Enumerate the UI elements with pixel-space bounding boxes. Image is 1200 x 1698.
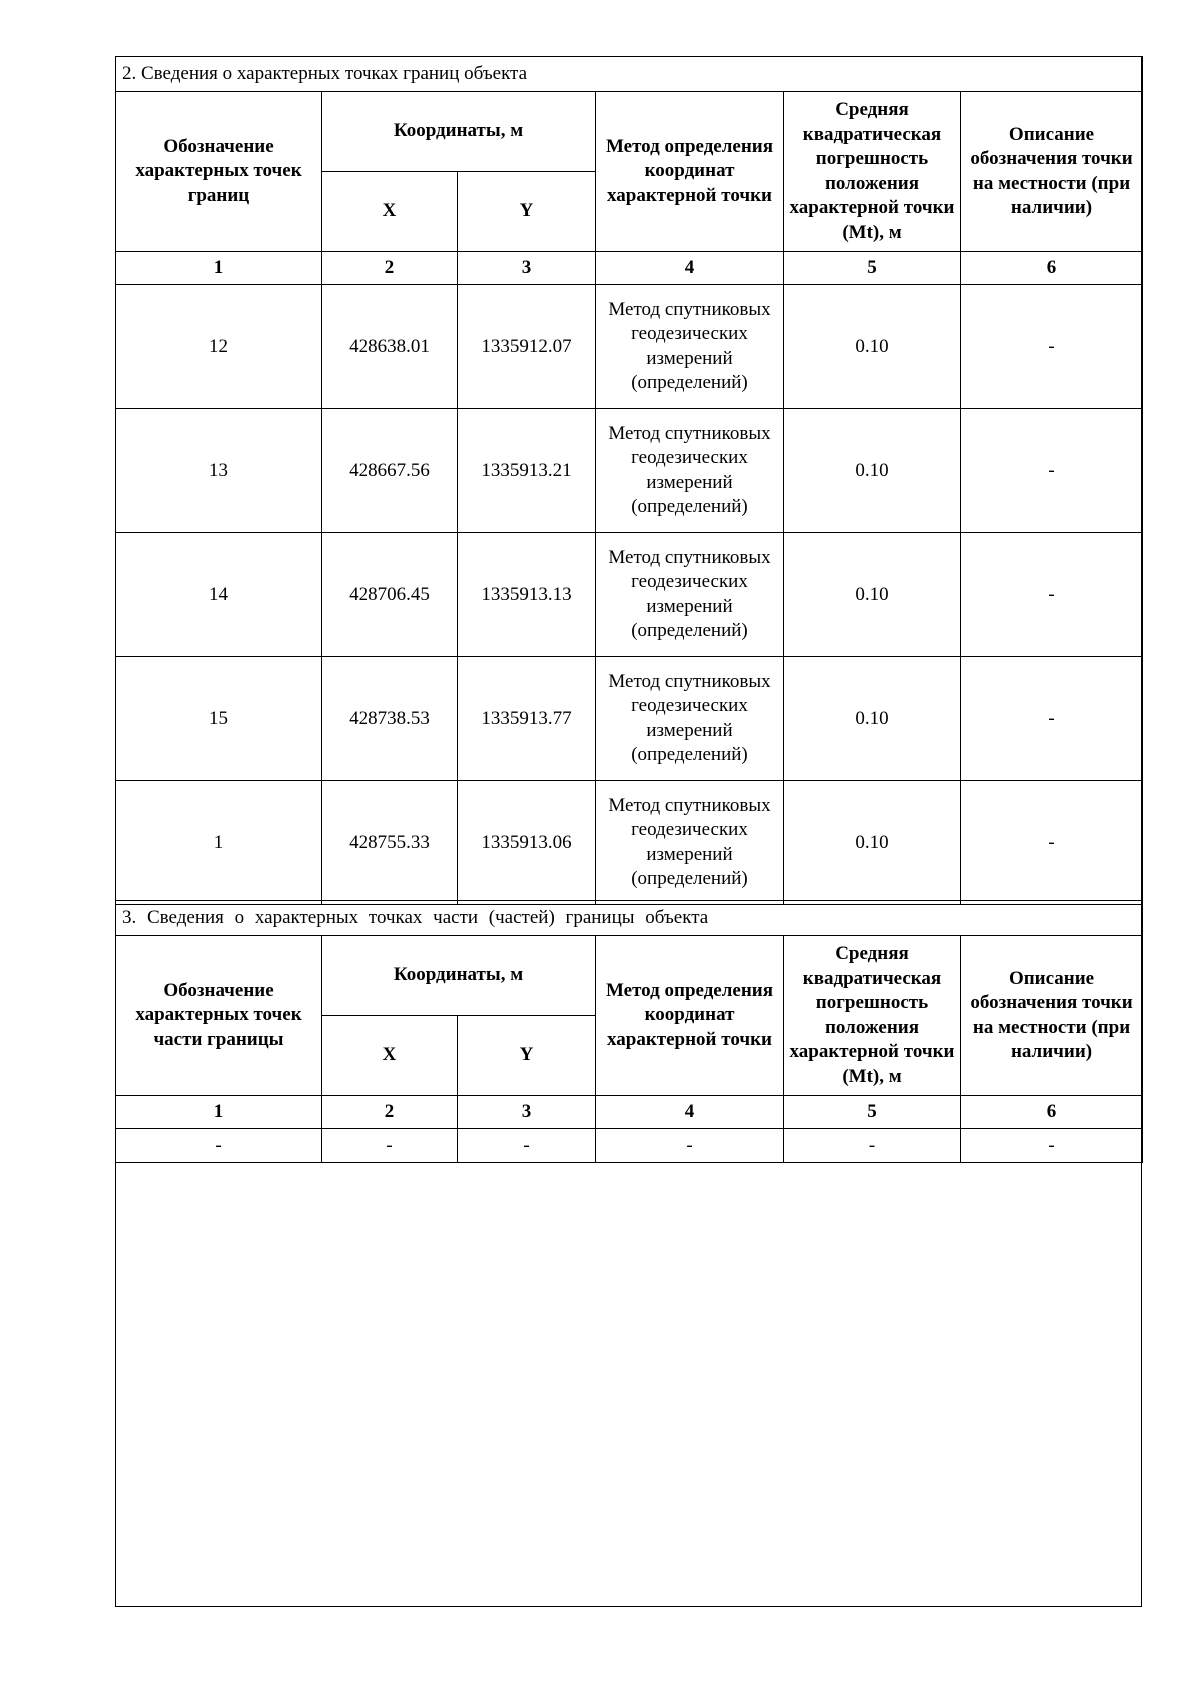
table-row: [116, 781, 1143, 905]
part-boundary-points-table: [115, 900, 1143, 1163]
header-coordinates: Координаты, м: [322, 936, 596, 1016]
header-error: Средняя квадратическая погрешность положения характерной точки (Mt), м: [784, 92, 961, 252]
column-number: 4: [596, 252, 784, 285]
coord-x: 428667.56: [322, 409, 458, 533]
point-id: 14: [116, 533, 322, 657]
point-id: 13: [116, 409, 322, 533]
section-3-title: 3. Сведения о характерных точках части (частей) границы объекта: [116, 901, 1143, 936]
header-description: Описание обозначения точки на местности (при наличии): [961, 936, 1143, 1096]
error-value: 0.10: [784, 533, 961, 657]
coord-y: 1335913.21: [458, 409, 596, 533]
header-method: Метод определения координат характерной точки: [596, 936, 784, 1096]
column-number: 2: [322, 1096, 458, 1129]
column-number: 1: [116, 1096, 322, 1129]
point-id: 12: [116, 285, 322, 409]
description: -: [961, 285, 1143, 409]
coord-y: -: [458, 1129, 596, 1163]
description: -: [961, 409, 1143, 533]
coord-x: 428706.45: [322, 533, 458, 657]
column-number: 6: [961, 1096, 1143, 1129]
coord-x: 428738.53: [322, 657, 458, 781]
error-value: 0.10: [784, 409, 961, 533]
column-number: 6: [961, 252, 1143, 285]
section-2-title: 2. Сведения о характерных точках границ объекта: [116, 57, 1143, 92]
method: Метод спутниковых геодезических измерений (определений): [596, 781, 784, 905]
point-id: 15: [116, 657, 322, 781]
header-y: Y: [458, 172, 596, 252]
table-row: [116, 285, 1143, 409]
header-coordinates: Координаты, м: [322, 92, 596, 172]
coord-y: 1335913.13: [458, 533, 596, 657]
column-number: 2: [322, 252, 458, 285]
table-row: [116, 1129, 1143, 1163]
coord-y: 1335912.07: [458, 285, 596, 409]
table-row: [116, 409, 1143, 533]
method: Метод спутниковых геодезических измерений (определений): [596, 533, 784, 657]
description: -: [961, 657, 1143, 781]
column-number: 5: [784, 252, 961, 285]
description: -: [961, 1129, 1143, 1163]
column-number: 1: [116, 252, 322, 285]
header-point: Обозначение характерных точек границ: [116, 92, 322, 252]
error-value: 0.10: [784, 285, 961, 409]
point-id: 1: [116, 781, 322, 905]
column-number: 3: [458, 1096, 596, 1129]
coord-x: 428638.01: [322, 285, 458, 409]
table-row: [116, 657, 1143, 781]
point-id: -: [116, 1129, 322, 1163]
header-error: Средняя квадратическая погрешность положения характерной точки (Mt), м: [784, 936, 961, 1096]
coord-x: 428755.33: [322, 781, 458, 905]
column-number: 3: [458, 252, 596, 285]
description: -: [961, 781, 1143, 905]
column-number: 4: [596, 1096, 784, 1129]
method: Метод спутниковых геодезических измерений (определений): [596, 657, 784, 781]
coord-x: -: [322, 1129, 458, 1163]
method: -: [596, 1129, 784, 1163]
coord-y: 1335913.77: [458, 657, 596, 781]
error-value: 0.10: [784, 657, 961, 781]
header-x: X: [322, 1016, 458, 1096]
column-number: 5: [784, 1096, 961, 1129]
error-value: 0.10: [784, 781, 961, 905]
header-y: Y: [458, 1016, 596, 1096]
table-row: [116, 533, 1143, 657]
description: -: [961, 533, 1143, 657]
header-description: Описание обозначения точки на местности (при наличии): [961, 92, 1143, 252]
header-method: Метод определения координат характерной точки: [596, 92, 784, 252]
coord-y: 1335913.06: [458, 781, 596, 905]
boundary-points-table: [115, 56, 1143, 905]
error-value: -: [784, 1129, 961, 1163]
method: Метод спутниковых геодезических измерений (определений): [596, 409, 784, 533]
method: Метод спутниковых геодезических измерений (определений): [596, 285, 784, 409]
header-x: X: [322, 172, 458, 252]
header-point: Обозначение характерных точек части границы: [116, 936, 322, 1096]
